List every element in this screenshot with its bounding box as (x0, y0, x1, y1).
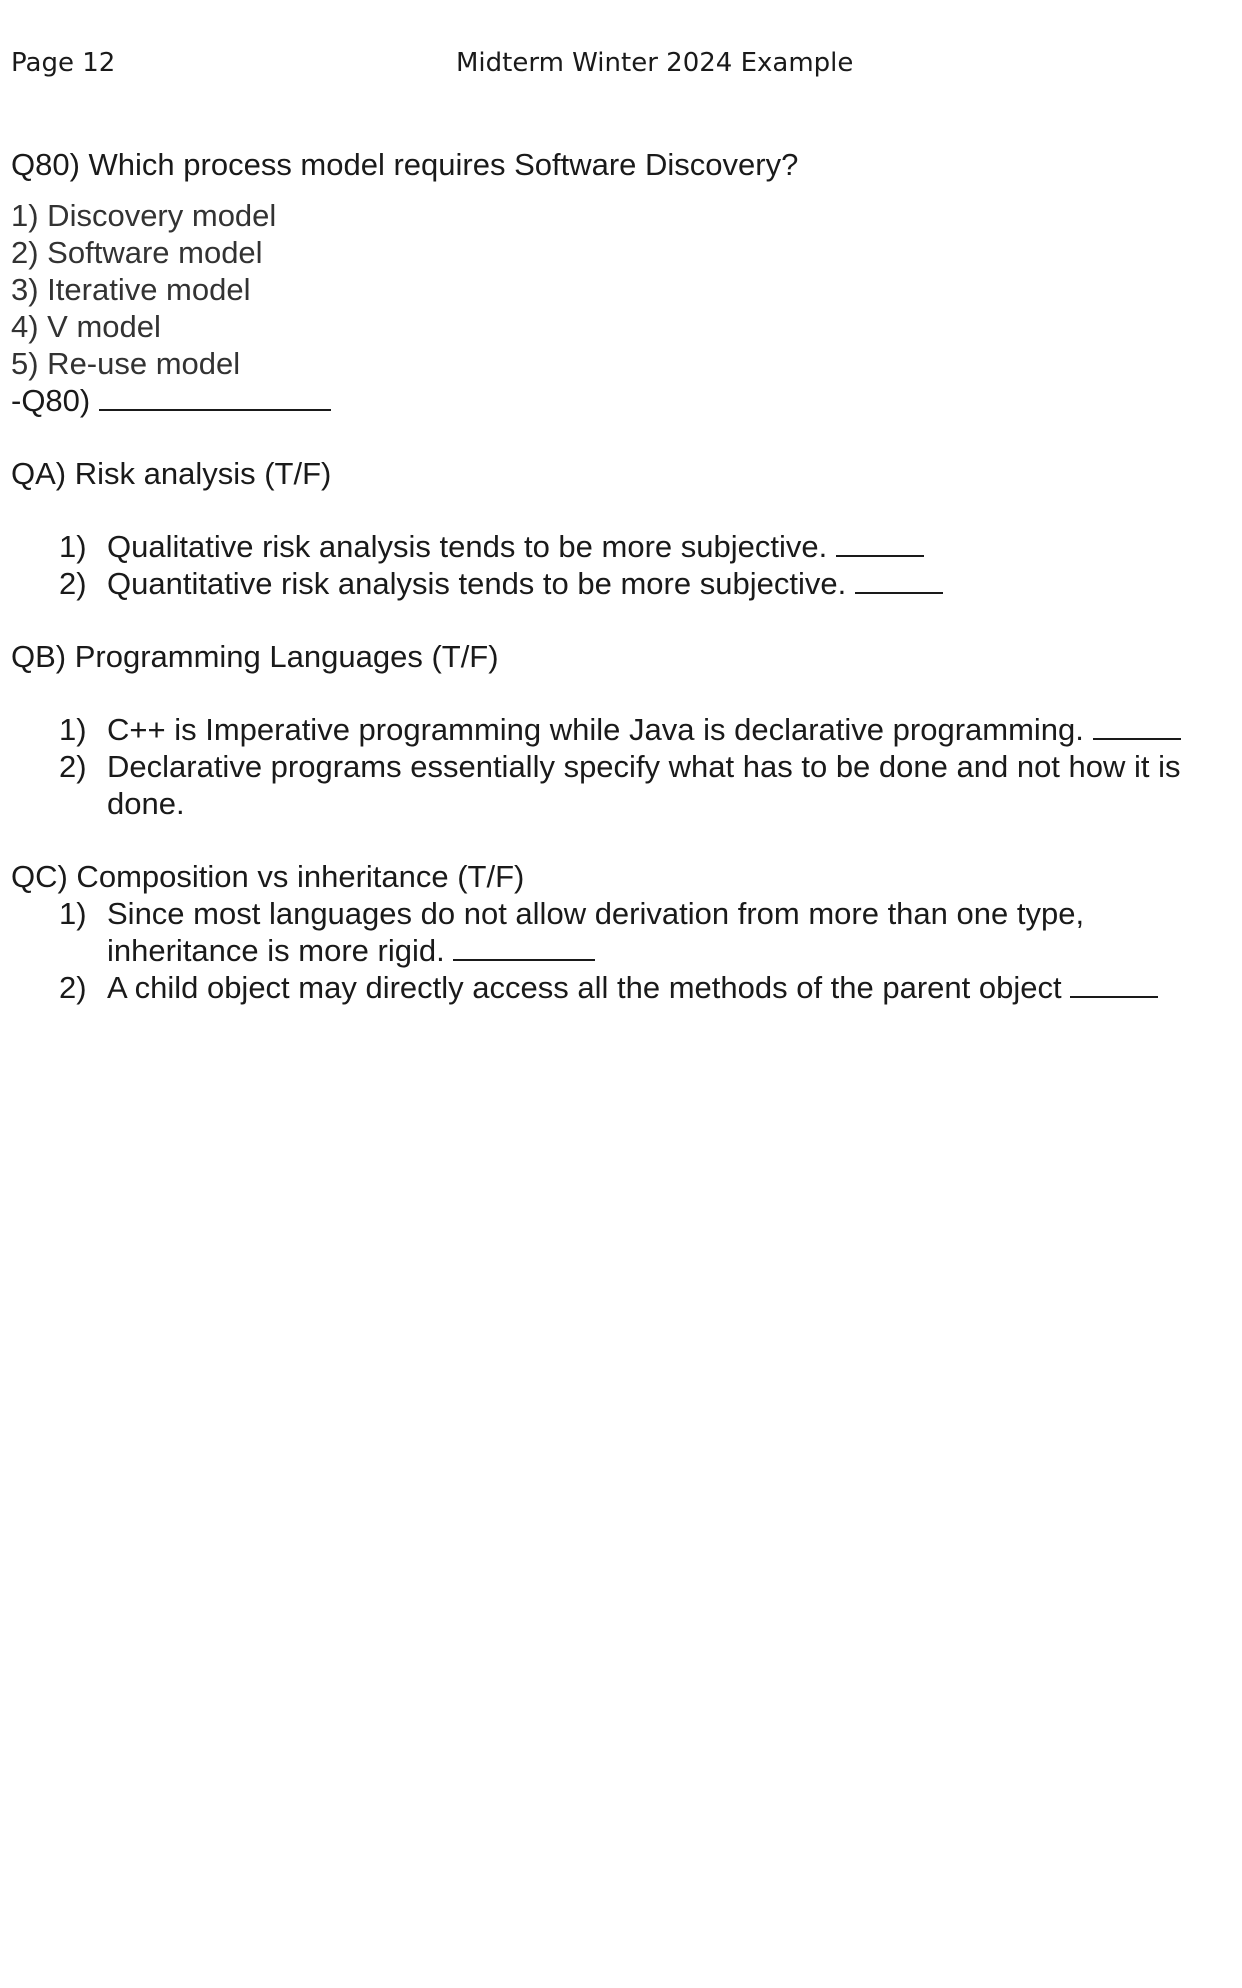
item-text: Qualitative risk analysis tends to be more subjective. (107, 529, 828, 564)
item-number: 2) (59, 749, 87, 784)
item-text: C++ is Imperative programming while Java is declarative programming. (107, 712, 1084, 747)
answer-line (11, 382, 1226, 419)
option-item: 1) Discovery model (11, 198, 277, 233)
tf-item (11, 895, 1226, 969)
tf-item (11, 528, 1226, 565)
answer-blank[interactable] (1070, 970, 1158, 998)
option-item: 5) Re-use model (11, 346, 241, 381)
tf-item (11, 969, 1226, 1006)
answer-blank[interactable] (453, 933, 595, 961)
tf-list (11, 528, 1226, 602)
item-text: Quantitative risk analysis tends to be more subjective. (107, 566, 847, 601)
tf-item (11, 711, 1226, 748)
tf-list (11, 895, 1226, 1006)
tf-item (11, 748, 1226, 822)
tf-list (11, 711, 1226, 822)
item-number: 1) (59, 529, 87, 564)
question-qa (11, 455, 1226, 602)
item-text: Since most languages do not allow derivation from more than one type, inheritance is more rigid. (107, 896, 1085, 968)
tf-item (11, 565, 1226, 602)
option-list (11, 197, 1226, 419)
item-number: 2) (59, 970, 87, 1005)
page-header (0, 48, 1242, 88)
option-item: 2) Software model (11, 235, 263, 270)
answer-blank[interactable] (836, 529, 924, 557)
question-qc (11, 858, 1226, 1006)
option-item: 4) V model (11, 309, 161, 344)
exam-content (11, 146, 1226, 1006)
answer-label: -Q80) (11, 383, 91, 418)
answer-blank[interactable] (855, 566, 943, 594)
item-number: 1) (59, 712, 87, 747)
section-title: QB) Programming Languages (T/F) (11, 639, 499, 674)
answer-blank[interactable] (1093, 712, 1181, 740)
answer-blank[interactable] (99, 383, 331, 411)
section-title: QC) Composition vs inheritance (T/F) (11, 859, 525, 894)
item-number: 1) (59, 896, 87, 931)
question-title: Q80) Which process model requires Software Discovery? (11, 147, 799, 182)
page-number: Page 12 (11, 48, 116, 78)
question-q80 (11, 146, 1226, 419)
item-text: Declarative programs essentially specify what has to be done and not how it is done. (107, 749, 1181, 821)
document-title: Midterm Winter 2024 Example (456, 48, 854, 78)
item-text: A child object may directly access all the methods of the parent object (107, 970, 1062, 1005)
question-qb (11, 638, 1226, 822)
item-number: 2) (59, 566, 87, 601)
option-item: 3) Iterative model (11, 272, 251, 307)
section-title: QA) Risk analysis (T/F) (11, 456, 332, 491)
